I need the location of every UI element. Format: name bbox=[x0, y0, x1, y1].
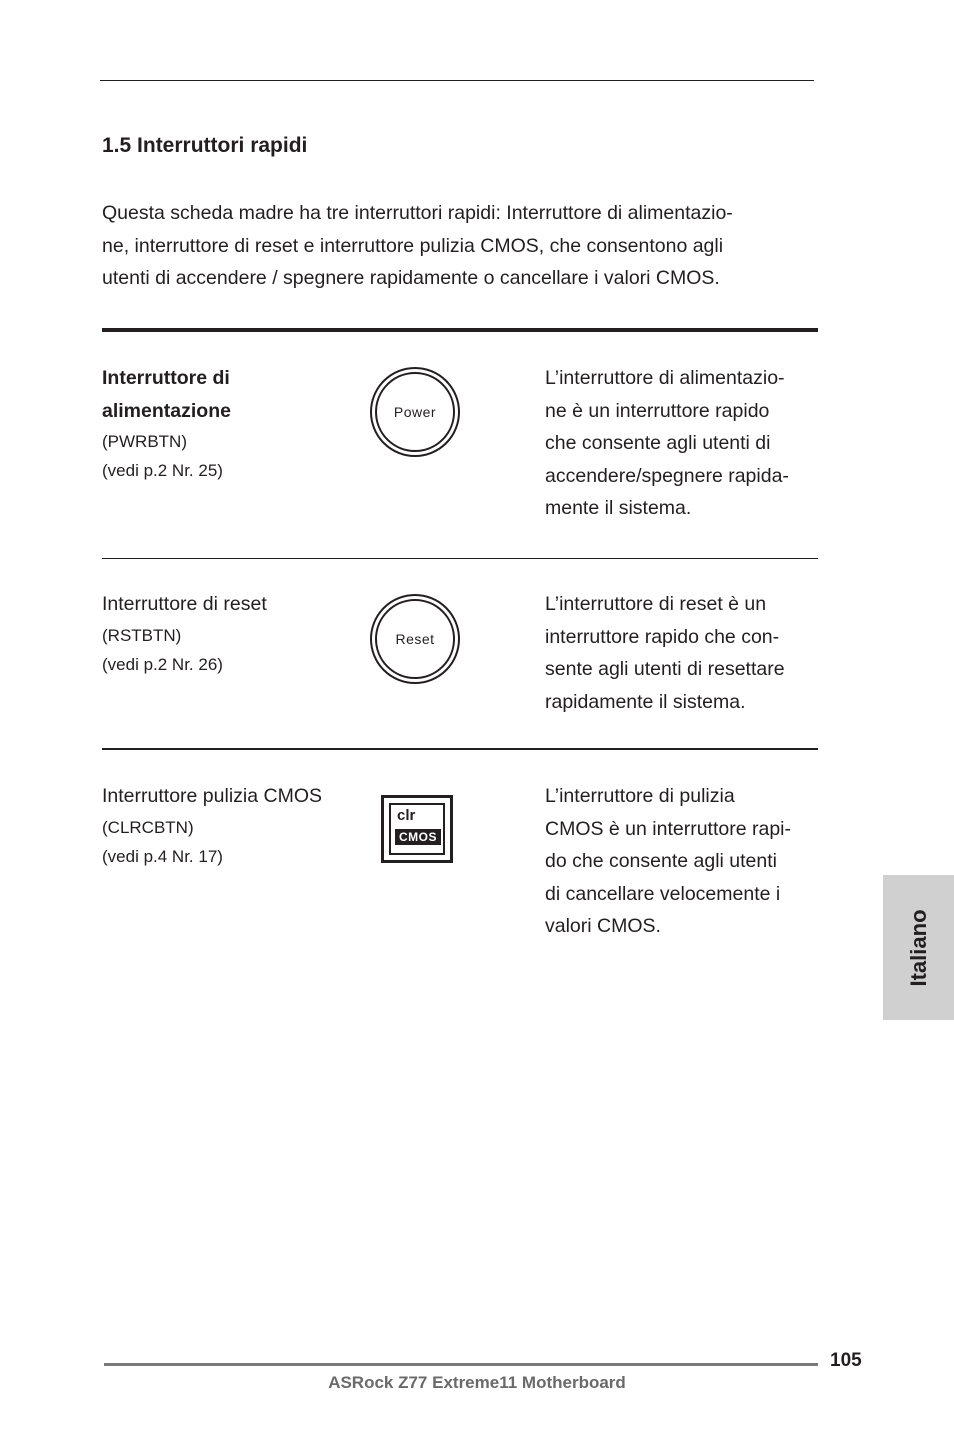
switch-name: Interruttore di bbox=[102, 367, 230, 389]
intro-line: Questa scheda madre ha tre interruttori rapidi: Interruttore di alimentazio- bbox=[102, 202, 733, 224]
clrcmos-switch-description bbox=[545, 780, 821, 943]
switch-code: (RSTBTN) bbox=[102, 625, 182, 645]
power-switch-description bbox=[545, 362, 821, 525]
intro-line: ne, interruttore di reset e interruttore pulizia CMOS, che consentono agli bbox=[102, 234, 724, 257]
switch-name: Interruttore di reset bbox=[102, 593, 267, 615]
power-button-icon bbox=[370, 367, 460, 457]
power-button-label: Power bbox=[393, 404, 437, 420]
power-button-face bbox=[375, 372, 455, 452]
clr-label: clr bbox=[397, 807, 416, 824]
reset-button-label: Reset bbox=[395, 631, 435, 647]
desc-line: di cancellare velocemente i bbox=[545, 882, 781, 905]
desc-line: accendere/spegnere rapida- bbox=[545, 464, 789, 487]
desc-line: CMOS è un interruttore rapi- bbox=[545, 817, 792, 840]
reset-button-face bbox=[375, 599, 455, 679]
desc-line: valori CMOS. bbox=[545, 915, 661, 937]
desc-line: L’interruttore di pulizia bbox=[545, 785, 735, 807]
clrcmos-switch-label bbox=[102, 780, 322, 871]
language-label: Italiano bbox=[905, 908, 931, 987]
intro-line: utenti di accendere / spegnere rapidamente o cancellare i valori CMOS. bbox=[102, 267, 720, 289]
desc-line: interruttore rapido che con- bbox=[545, 625, 780, 648]
switch-code: (PWRBTN) bbox=[102, 432, 187, 451]
intro-paragraph bbox=[102, 197, 812, 295]
row-divider bbox=[102, 558, 818, 559]
cmos-label: CMOS bbox=[395, 829, 441, 845]
switch-name: Interruttore pulizia CMOS bbox=[102, 785, 322, 807]
clear-cmos-button-icon bbox=[381, 795, 453, 863]
desc-line: mente il sistema. bbox=[545, 497, 692, 519]
clear-cmos-button-face bbox=[389, 803, 445, 855]
footer-product-name: ASRock Z77 Extreme11 Motherboard bbox=[328, 1373, 626, 1392]
switch-ref: (vedi p.2 Nr. 26) bbox=[102, 654, 223, 674]
desc-line: ne è un interruttore rapido bbox=[545, 399, 770, 422]
desc-line: che consente agli utenti di bbox=[545, 432, 771, 454]
switch-ref: (vedi p.4 Nr. 17) bbox=[102, 846, 223, 866]
reset-switch-description bbox=[545, 588, 821, 718]
desc-line: rapidamente il sistema. bbox=[545, 690, 746, 713]
footer-rule bbox=[104, 1363, 818, 1366]
row-divider bbox=[102, 748, 818, 750]
switch-name: alimentazione bbox=[102, 399, 231, 422]
language-tab bbox=[883, 875, 954, 1020]
power-switch-label bbox=[102, 362, 231, 485]
desc-line: sente agli utenti di resettare bbox=[545, 658, 785, 680]
desc-line: L’interruttore di reset è un bbox=[545, 593, 767, 615]
table-top-rule bbox=[102, 328, 818, 332]
reset-button-icon bbox=[370, 594, 460, 684]
desc-line: do che consente agli utenti bbox=[545, 850, 778, 872]
desc-line: L’interruttore di alimentazio- bbox=[545, 367, 785, 389]
header-rule bbox=[100, 80, 814, 81]
reset-switch-label bbox=[102, 588, 267, 679]
section-title: 1.5 Interruttori rapidi bbox=[102, 134, 308, 157]
switch-code: (CLRCBTN) bbox=[102, 817, 194, 837]
switch-ref: (vedi p.2 Nr. 25) bbox=[102, 461, 223, 480]
page-number: 105 bbox=[830, 1350, 862, 1371]
